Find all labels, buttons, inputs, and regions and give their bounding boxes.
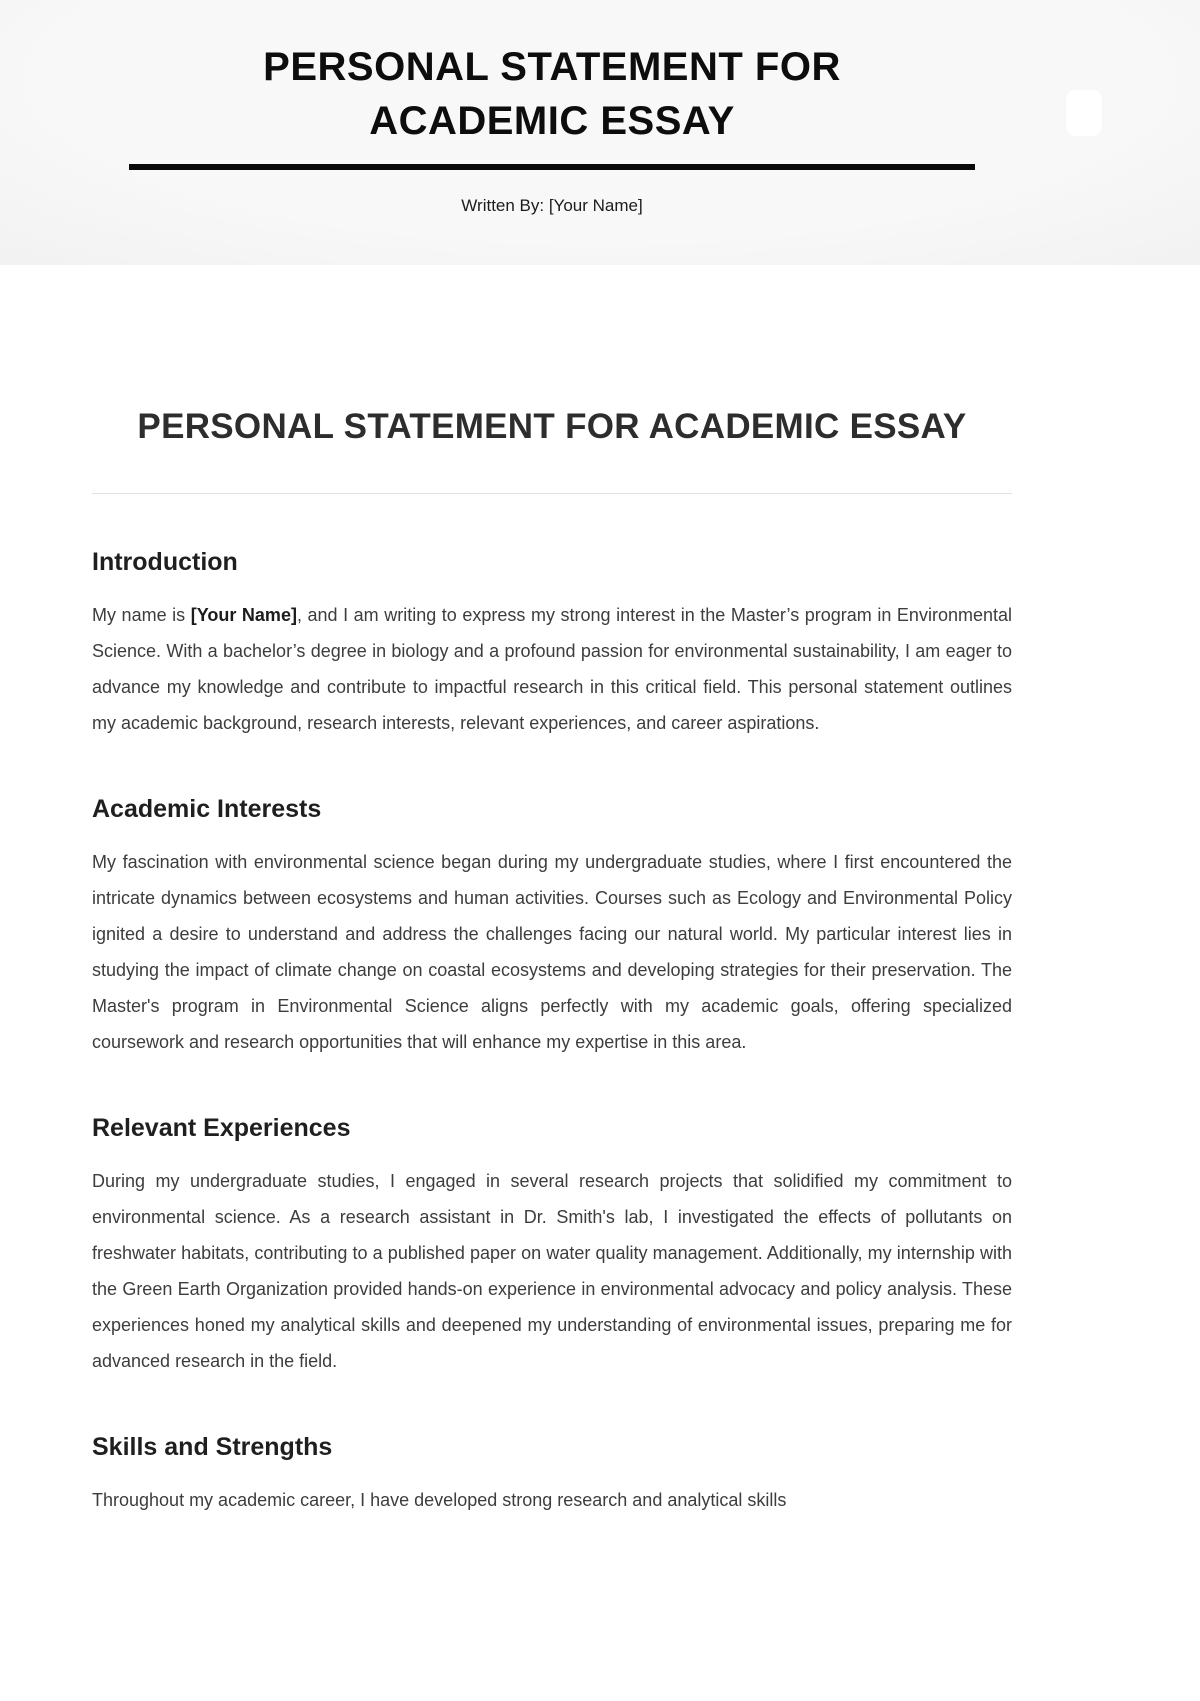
- scrollbar-thumb[interactable]: [1066, 90, 1102, 136]
- academic-interests-paragraph: My fascination with environmental science began during my undergraduate studies, where I first encountered the intricate dynamics between ecosystems and human activities. Courses such as Ecology and Environmental Policy ignited a desire to understand and address the challenges facing our natural world. My particular interest lies in studying the impact of climate change on coastal ecosystems and developing strategies for their preservation. The Master's program in Environmental Science aligns perfectly with my academic goals, offering specialized coursework and research opportunities that will enhance my expertise in this area.: [92, 852, 1012, 1052]
- section-introduction: [92, 548, 1012, 741]
- document-page: [0, 407, 1104, 1518]
- section-heading-academic-interests: Academic Interests: [92, 795, 322, 823]
- written-by-line: Written By: [Your Name]: [461, 196, 643, 215]
- section-academic-interests: [92, 795, 1012, 1060]
- banner-rule: [129, 164, 975, 170]
- title-divider: [92, 493, 1012, 494]
- section-heading-relevant-experiences: Relevant Experiences: [92, 1114, 351, 1142]
- section-heading-skills-and-strengths: Skills and Strengths: [92, 1433, 333, 1461]
- banner-title: PERSONAL STATEMENT FOR ACADEMIC ESSAY: [263, 45, 841, 143]
- section-relevant-experiences: [92, 1114, 1012, 1379]
- section-skills-and-strengths: [92, 1433, 1012, 1518]
- introduction-text-prefix: My name is: [92, 605, 191, 625]
- relevant-experiences-paragraph: During my undergraduate studies, I engaged in several research projects that solidified my commitment to environmental science. As a research assistant in Dr. Smith's lab, I investigated the effects of pollutants on freshwater habitats, contributing to a published paper on water quality management. Additionally, my internship with the Green Earth Organization provided hands-on experience in environmental advocacy and policy analysis. These experiences honed my analytical skills and deepened my understanding of environmental issues, preparing me for advanced research in the field.: [92, 1171, 1012, 1371]
- section-heading-introduction: Introduction: [92, 548, 238, 576]
- introduction-paragraph: [92, 597, 1012, 741]
- document-content: [92, 407, 1012, 1518]
- your-name-placeholder: [Your Name]: [190, 605, 297, 625]
- introduction-text-rest: , and I am writing to express my strong interest in the Master’s program in Environmental Science. With a bachelor’s degree in biology and a profound passion for environmental sustainability, I am eager to advance my knowledge and contribute to impactful research in this critical field. This personal statement outlines my academic background, research interests, relevant experiences, and career aspirations.: [92, 605, 1012, 733]
- skills-and-strengths-paragraph: Throughout my academic career, I have developed strong research and analytical skills: [92, 1490, 787, 1510]
- header-banner-inner: [0, 0, 1104, 216]
- header-banner: [0, 0, 1200, 265]
- document-title: PERSONAL STATEMENT FOR ACADEMIC ESSAY: [137, 407, 967, 446]
